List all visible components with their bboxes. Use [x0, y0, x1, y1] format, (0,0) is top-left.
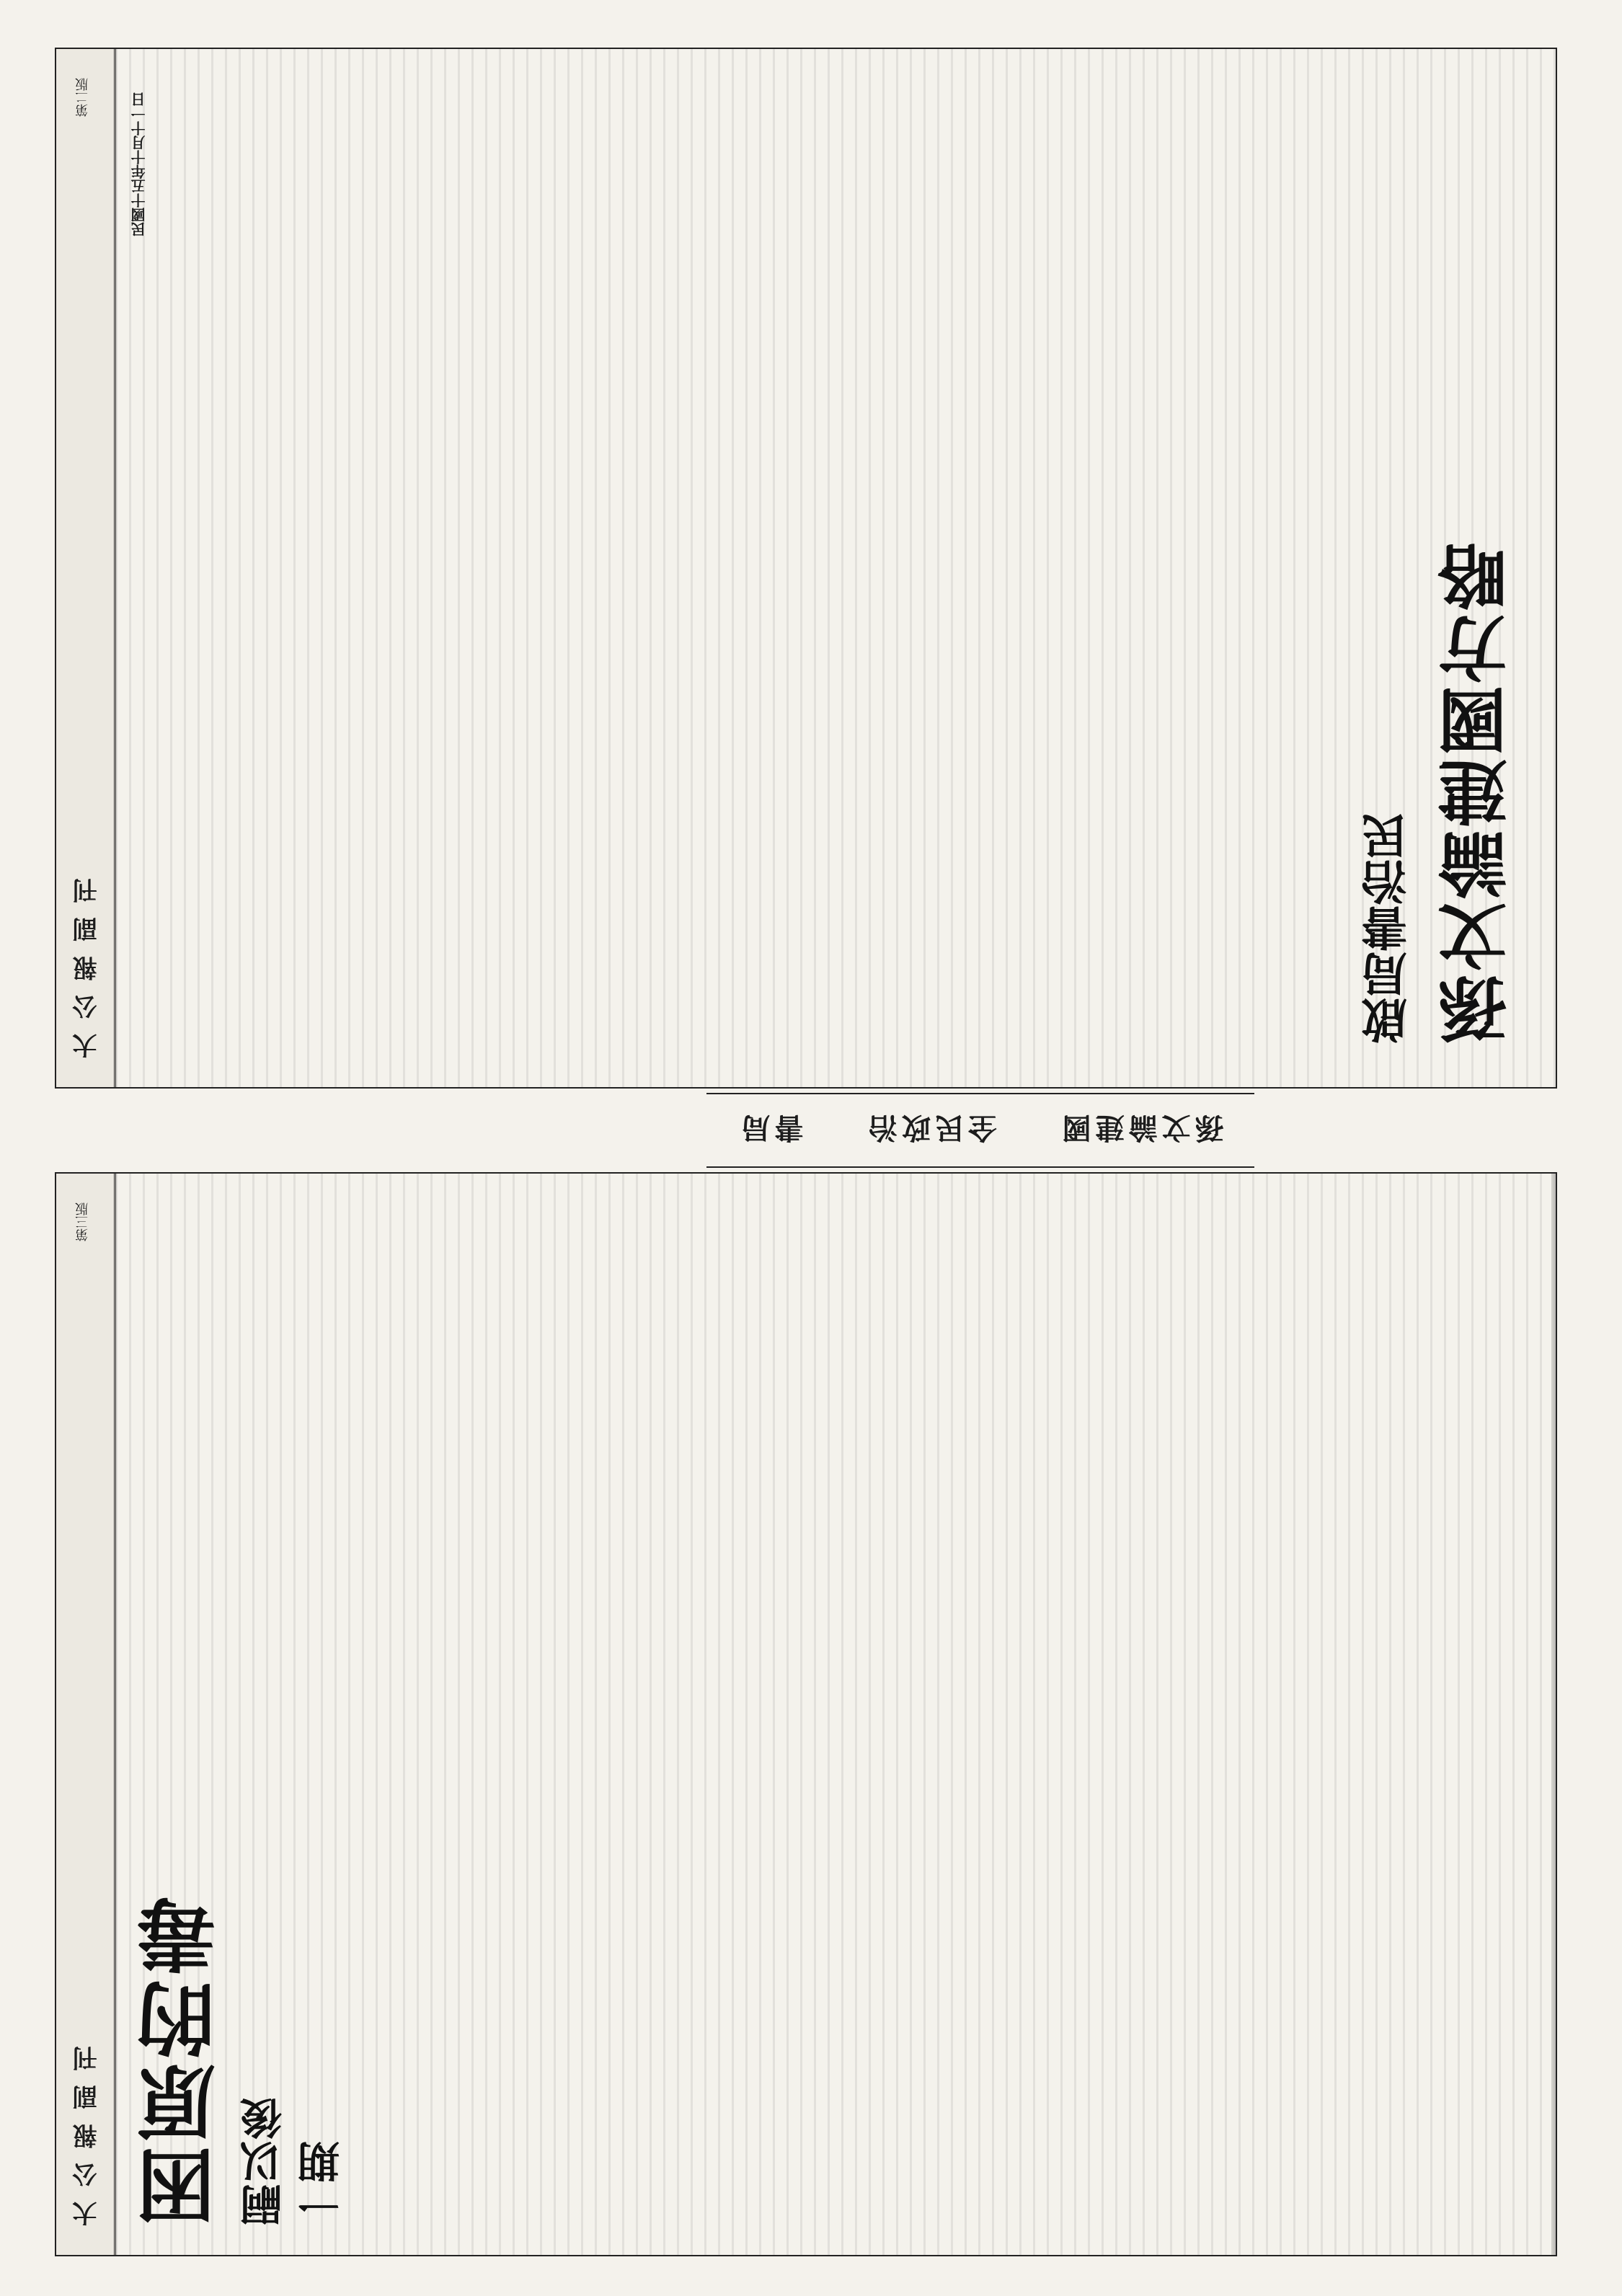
masthead-title: 大 公 報 副 刊: [73, 2043, 102, 2226]
bottom-left-article-body: [1138, 92, 1512, 900]
middle-banner: [706, 1093, 1254, 1168]
masthead-bottom: [56, 49, 116, 1087]
issue-number-bottom: 第二版: [75, 78, 90, 117]
publication-date: 民國十五年十月十一日: [130, 92, 148, 236]
banner-text-right: 書局: [737, 1111, 804, 1145]
top-article-body: [373, 1217, 878, 2226]
top-subheadline-2: 一期: [298, 2140, 347, 2226]
scan-edge: [1551, 1174, 1556, 2255]
banner-text-mid: 全民政治: [864, 1111, 998, 1145]
issue-number: 第三版: [75, 1202, 90, 1241]
bottom-headline: 孫文論建國方略: [1437, 539, 1518, 1044]
bottom-subheadline: 啟局書治民: [1361, 813, 1415, 1044]
bottom-page-panel: [55, 48, 1557, 1089]
top-page-panel: [55, 1172, 1557, 2256]
newspaper-page: [58, 50, 1557, 2256]
top-left-article-body: [907, 1253, 1325, 2226]
masthead-top: [56, 1174, 116, 2255]
banner-text-left: 孫文論建國: [1058, 1111, 1224, 1145]
top-subheadline-1: 嗣以後: [240, 2096, 289, 2226]
top-headline: 困原的毒: [136, 1892, 229, 2226]
bottom-article-body: [373, 92, 1022, 1058]
masthead-title-bottom: 大 公 報 副 刊: [73, 875, 102, 1058]
